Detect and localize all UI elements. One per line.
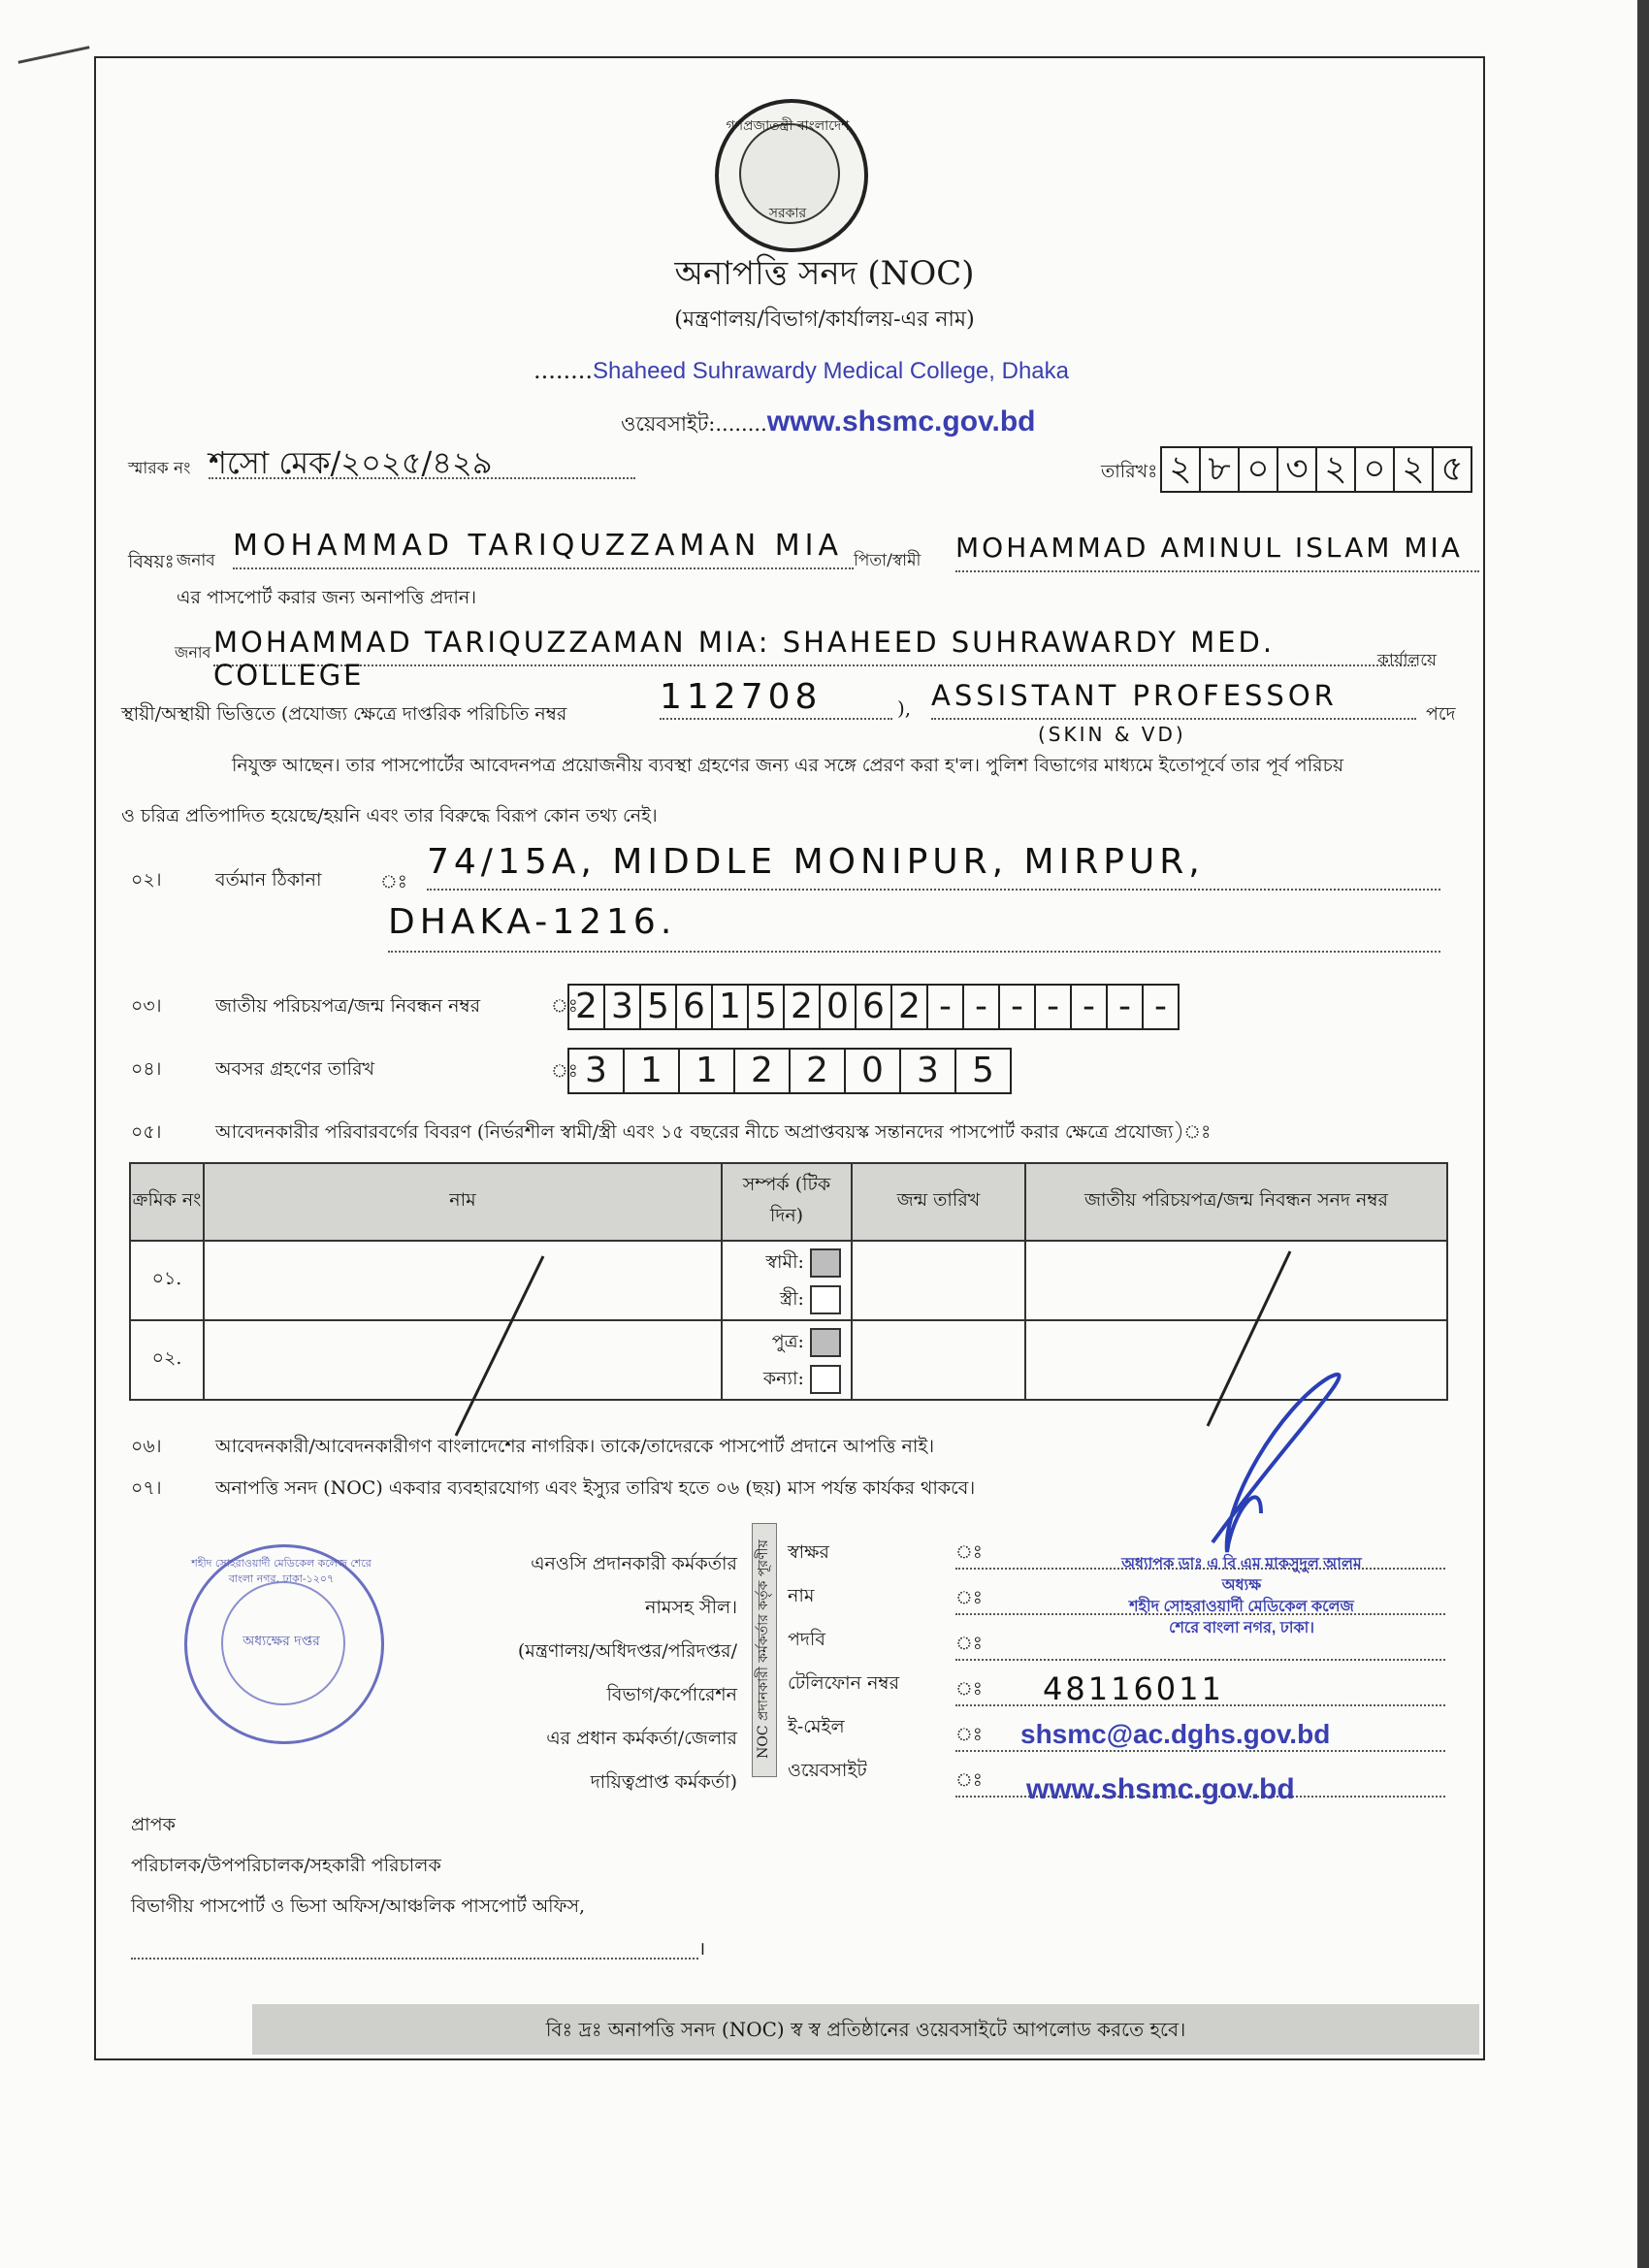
issuer-line: (মন্ত্রণালয়/অধিদপ্তর/পরিদপ্তর/: [517, 1640, 737, 1662]
retirement-digit-box: 1: [678, 1048, 733, 1094]
principal-stamp: [1048, 1554, 1436, 1639]
colon: ঃ: [551, 995, 578, 1017]
field-signature-label: স্বাক্ষর: [788, 1541, 829, 1563]
issuer-field-lines: ঃ ঃ ঃ ঃ ঃ ঃ: [955, 1531, 1445, 1804]
relation-wife: স্ত্রী:: [780, 1288, 804, 1310]
website-label: ওয়েবসাইট:: [621, 412, 716, 436]
stamp-place: শেরে বাংলা নগর, ঢাকা।: [1168, 1620, 1315, 1636]
applicant-name: MOHAMMAD TARIQUZZAMAN MIA: [233, 529, 854, 569]
telephone-value: 48116011: [1043, 1670, 1224, 1707]
nid-digit-box: 5: [747, 984, 783, 1030]
item-05-number: ০৫।: [131, 1121, 162, 1143]
col-birth-date: জন্ম তারিখ: [852, 1163, 1025, 1241]
col-nid: জাতীয় পরিচয়পত্র/জন্ম নিবন্ধন সনদ নম্বর: [1025, 1163, 1447, 1241]
field-designation-label: পদবি: [788, 1629, 825, 1650]
website-stamp: www.shsmc.gov.bd: [766, 405, 1036, 437]
nid-digit-box: -: [926, 984, 962, 1030]
date-digit-box: ২: [1393, 446, 1432, 493]
retirement-digit-box: 2: [789, 1048, 844, 1094]
permanence-text: স্থায়ী/অস্থায়ী ভিত্তিতে (প্রযোজ্য ক্ষেত্রে দাপ্তরিক পরিচিতি নম্বর: [121, 703, 567, 725]
stamp-org: শহীদ সোহরাওয়ার্দী মেডিকেল কলেজ: [1129, 1599, 1354, 1615]
date-digit-box: ০: [1238, 446, 1277, 493]
footer-note: বিঃ দ্রঃ অনাপত্তি সনদ (NOC) স্ব স্ব প্রতিষ্ঠানের ওয়েবসাইটে আপলোড করতে হবে।: [545, 2018, 1186, 2041]
field-website-label: ওয়েবসাইট: [788, 1760, 867, 1781]
nid-digit-box: -: [1106, 984, 1142, 1030]
relation-husband: স্বামী:: [765, 1251, 804, 1273]
post-suffix: পদে: [1426, 703, 1456, 725]
nid-digit-box: 3: [603, 984, 639, 1030]
office-name-line: ........Shaheed Suhrawardy Medical College, Dhaka: [534, 357, 1069, 384]
issuer-field-labels: [788, 1531, 899, 1793]
nid-digit-box: -: [962, 984, 998, 1030]
signature-stroke: [1212, 1375, 1340, 1552]
address-line-1: 74/15A, MIDDLE MONIPUR, MIRPUR,: [427, 842, 1440, 891]
nid-digit-box: -: [1070, 984, 1106, 1030]
document-title: অনাপত্তি সনদ (NOC): [674, 254, 975, 293]
col-serial: ক্রমিক নং: [130, 1163, 204, 1241]
recipient-line3: ।: [698, 1938, 706, 1960]
nid-digit-box: 6: [675, 984, 711, 1030]
nid-digit-box: -: [1034, 984, 1070, 1030]
col-name: নাম: [204, 1163, 722, 1241]
issuer-line: নামসহ সীল।: [645, 1597, 737, 1618]
round-seal-text: শহীদ সোহরাওয়ার্দী মেডিকেল কলেজ শেরে বাংলা নগর, ঢাকা-১২০৭: [191, 1557, 372, 1585]
paren-close: ),: [897, 697, 912, 720]
body-janab: জনাব: [175, 643, 211, 662]
date-label: তারিখঃ: [1101, 461, 1158, 482]
item-03-number: ০৩।: [131, 995, 162, 1017]
item-06-number: ০৬।: [131, 1436, 162, 1457]
issuer-line: বিভাগ/কর্পোরেশন: [606, 1684, 737, 1705]
stamp-name: অধ্যাপক ডাঃ এ বি এম মাকসুদুল আলম: [1121, 1556, 1362, 1572]
issuer-vertical-label: NOC প্রদানকারী কর্মকর্তার কর্তৃক পূরণীয়: [756, 1539, 771, 1759]
date-digit-box: ৫: [1432, 446, 1472, 493]
nid-digit-box: 2: [567, 984, 603, 1030]
nid-digit-box: 0: [819, 984, 855, 1030]
recipient-line2: বিভাগীয় পাসপোর্ট ও ভিসা অফিস/আঞ্চলিক পাসপোর্ট অফিস,: [131, 1895, 586, 1917]
body-line4: ও চরিত্র প্রতিপাদিত হয়েছে/হয়নি এবং তার বিরুদ্ধে বিরূপ কোন তথ্য নেই।: [121, 805, 658, 826]
subject-label: বিষয়ঃ: [128, 551, 175, 572]
memo-number: শসো মেক/২০২৫/৪২৯: [209, 438, 635, 479]
nid-digit-box: 5: [639, 984, 675, 1030]
office-suffix: কার্যালয়ে: [1377, 651, 1438, 670]
subject-line2: এর পাসপোর্ট করার জন্য অনাপত্তি প্রদান।: [177, 587, 477, 608]
retirement-digit-box: 2: [733, 1048, 789, 1094]
stamp-post: অধ্যক্ষ: [1221, 1577, 1262, 1594]
post-subtitle: (SKIN & VD): [1038, 723, 1186, 746]
field-email-label: ই-মেইল: [788, 1716, 845, 1737]
row-serial: ০২.: [130, 1320, 204, 1400]
retirement-digit-box: 3: [567, 1048, 623, 1094]
address-line-2: DHAKA-1216.: [388, 902, 1440, 953]
item-04-number: ০৪।: [131, 1058, 162, 1080]
issuer-line: এর প্রধান কর্মকর্তা/জেলার: [546, 1728, 737, 1749]
nid-digit-box: 2: [890, 984, 926, 1030]
retirement-label: অবসর গ্রহণের তারিখ: [215, 1058, 375, 1080]
retirement-digit-box: 5: [954, 1048, 1012, 1094]
relation-daughter: কন্যা:: [762, 1368, 804, 1389]
colon: ঃ: [380, 871, 407, 892]
recipient-office-blank: [131, 1930, 698, 1960]
office-id-number: 112708: [660, 677, 892, 720]
office-name: Shaheed Suhrawardy Medical College, Dhaka: [593, 358, 1069, 384]
date-digit-box: ২: [1315, 446, 1354, 493]
document-subtitle: (মন্ত্রণালয়/বিভাগ/কার্যালয়-এর নাম): [674, 308, 975, 332]
email-value: shsmc@ac.dghs.gov.bd: [1020, 1719, 1331, 1749]
date-digit-box: ৩: [1277, 446, 1315, 493]
field-telephone-label: টেলিফোন নম্বর: [788, 1672, 900, 1694]
father-label: পিতা/স্বামী: [854, 551, 922, 570]
seal-bottom-text: সরকার: [768, 206, 807, 221]
item-07-number: ০৭।: [131, 1477, 162, 1499]
recipient-block: [131, 1804, 585, 1927]
nid-digit-box: -: [1142, 984, 1180, 1030]
round-seal-center: অধ্যক্ষের দপ্তর: [242, 1634, 320, 1649]
recipient-label: প্রাপক: [131, 1814, 176, 1835]
nid-digit-box: 6: [855, 984, 890, 1030]
family-details-label: আবেদনকারীর পরিবারবর্গের বিবরণ (নির্ভরশীল স্বামী/স্ত্রী এবং ১৫ বছরের নীচে অপ্রাপ্তবয়স্ক সন্তানদের পাসপোর্ট করার ক্ষেত্রে প্রযোজ্য)ঃ: [215, 1121, 1212, 1143]
date-digit-box: ০: [1354, 446, 1393, 493]
retirement-digit-box: 1: [623, 1048, 678, 1094]
nid-digit-box: 1: [711, 984, 747, 1030]
issuer-line: এনওসি প্রদানকারী কর্মকর্তার: [531, 1553, 737, 1574]
issuer-line: দায়িত্বপ্রাপ্ত কর্মকর্তা): [590, 1771, 737, 1793]
recipient-line1: পরিচালক/উপপরিচালক/সহকারী পরিচালক: [131, 1855, 441, 1876]
seal-top-text: গণপ্রজাতন্ত্রী বাংলাদেশ: [726, 118, 850, 134]
website-value: www.shsmc.gov.bd: [1026, 1773, 1295, 1805]
date-digit-box: ২: [1160, 446, 1199, 493]
date-digit-box: ৮: [1199, 446, 1238, 493]
citizenship-statement: আবেদনকারী/আবেদনকারীগণ বাংলাদেশের নাগরিক। তাকে/তাদেরকে পাসপোর্ট প্রদানে আপত্তি নাই।: [215, 1436, 935, 1457]
item-02-number: ০২।: [131, 869, 162, 891]
col-relation: সম্পর্ক (টিক দিন): [722, 1163, 852, 1241]
nid-digit-box: 2: [783, 984, 819, 1030]
validity-statement: অনাপত্তি সনদ (NOC) একবার ব্যবহারযোগ্য এবং ইস্যুর তারিখ হতে ০৬ (ছয়) মাস পর্যন্ত কার্যকর থাকবে।: [215, 1477, 976, 1499]
retirement-digit-box: 3: [899, 1048, 954, 1094]
website-line: ওয়েবসাইট:........www.shsmc.gov.bd: [621, 405, 1036, 437]
body-line3: নিযুক্ত আছেন। তার পাসপোর্টের আবেদনপত্র প্রয়োজনীয় ব্যবস্থা গ্রহণের জন্য এর সঙ্গে প্রেরণ করা হ'ল। পুলিশ বিভাগের মাধ্যমে ইতোপূর্বে তার পূর্ব পরিচয়: [231, 755, 1344, 776]
field-name-label: নাম: [788, 1585, 815, 1606]
post-title: ASSISTANT PROFESSOR: [931, 679, 1416, 720]
retirement-digit-box: 0: [844, 1048, 899, 1094]
memo-label: স্মারক নং: [128, 459, 191, 478]
row-serial: ০১.: [130, 1241, 204, 1320]
father-name: MOHAMMAD AMINUL ISLAM MIA: [955, 532, 1479, 572]
nid-digit-box: -: [998, 984, 1034, 1030]
colon: ঃ: [551, 1060, 578, 1082]
relation-son: পুত্র:: [771, 1331, 804, 1352]
address-label: বর্তমান ঠিকানা: [215, 869, 322, 891]
nid-label: জাতীয় পরিচয়পত্র/জন্ম নিবন্ধন নম্বর: [215, 995, 481, 1017]
subject-janab: জনাব: [177, 551, 215, 570]
name-and-organization: MOHAMMAD TARIQUZZAMAN MIA: SHAHEED SUHRAWARDY MED. COLLEGE: [213, 626, 1416, 666]
issuer-left-text: [427, 1542, 737, 1804]
